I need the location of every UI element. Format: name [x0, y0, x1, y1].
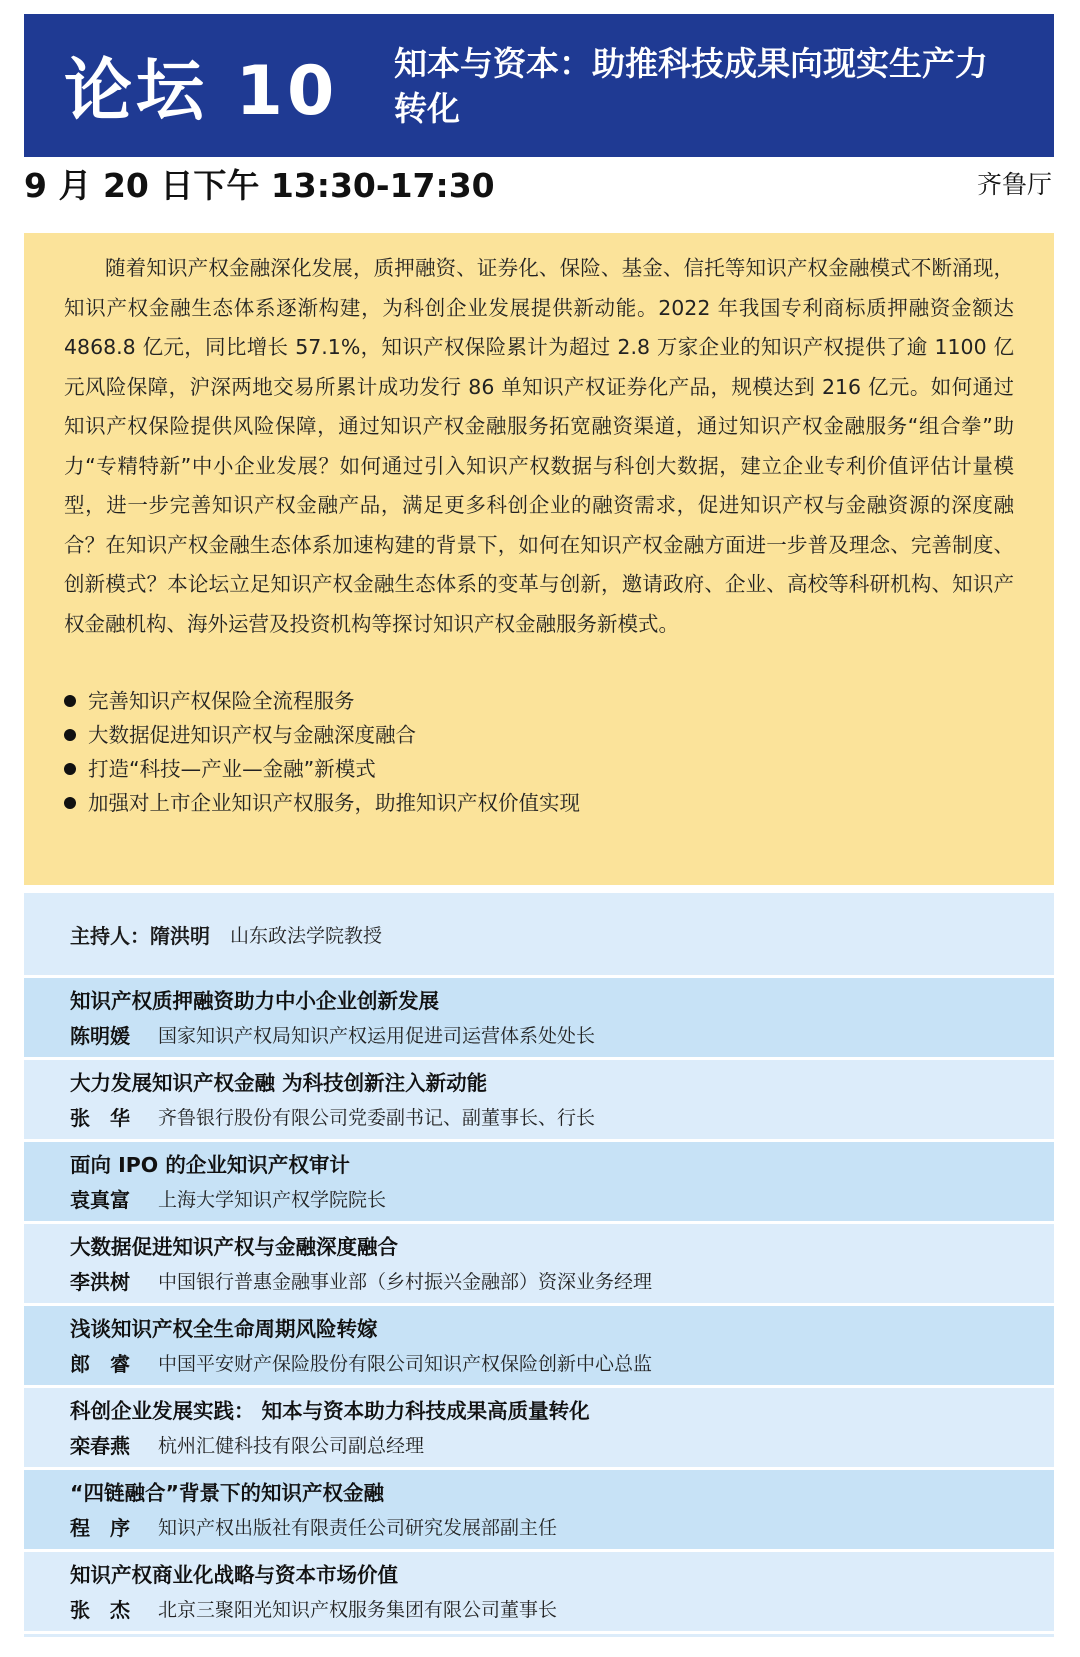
talk-speaker-line [70, 1592, 1054, 1628]
session-date: 9 月 20 日下午 13:30-17:30 [24, 165, 495, 205]
host-row [24, 893, 1054, 978]
host-affiliation: 山东政法学院教授 [230, 924, 383, 947]
bullet-icon [64, 729, 76, 741]
host-label: 主持人： [70, 923, 150, 948]
talk-speaker-line [70, 1182, 1054, 1218]
talk-item [24, 1224, 1054, 1306]
talk-item [24, 1142, 1054, 1224]
forum-title: 知本与资本：助推科技成果向现实生产力转化 [394, 43, 988, 128]
speaker-name: 程 序 [70, 1516, 130, 1540]
speaker-name: 栾春燕 [70, 1434, 130, 1458]
speaker-affiliation: 中国银行普惠金融事业部（乡村振兴金融部）资深业务经理 [158, 1271, 653, 1293]
topic-text: 完善知识产权保险全流程服务 [88, 689, 355, 713]
talk-item [24, 1306, 1054, 1388]
forum-introduction [24, 233, 1054, 885]
talk-item [24, 1552, 1054, 1634]
talk-title: 浅谈知识产权全生命周期风险转嫁 [70, 1317, 378, 1341]
speaker-affiliation: 知识产权出版社有限责任公司研究发展部副主任 [158, 1517, 558, 1539]
topic-item [64, 718, 1014, 752]
talk-speaker-line [70, 1346, 1054, 1382]
topic-item [64, 752, 1014, 786]
forum-header [24, 14, 1054, 157]
speaker-affiliation: 中国平安财产保险股份有限公司知识产权保险创新中心总监 [158, 1353, 653, 1375]
talk-title: “四链融合”背景下的知识产权金融 [70, 1481, 384, 1505]
bullet-icon [64, 695, 76, 707]
topic-list [64, 684, 1014, 820]
speaker-name: 李洪树 [70, 1270, 130, 1294]
bullet-icon [64, 797, 76, 809]
speaker-affiliation: 北京三聚阳光知识产权服务集团有限公司董事长 [158, 1599, 558, 1621]
speaker-affiliation: 上海大学知识产权学院院长 [158, 1189, 387, 1211]
speaker-name: 张 华 [70, 1106, 130, 1130]
speaker-affiliation: 国家知识产权局知识产权运用促进司运营体系处处长 [158, 1025, 596, 1047]
talk-title: 知识产权质押融资助力中小企业创新发展 [70, 989, 439, 1013]
talk-title: 知识产权商业化战略与资本市场价值 [70, 1563, 398, 1587]
speaker-name: 郎 睿 [70, 1352, 130, 1376]
talk-item [24, 1470, 1054, 1552]
topic-text: 加强对上市企业知识产权服务，助推知识产权价值实现 [88, 791, 580, 815]
intro-paragraph: 随着知识产权金融深化发展，质押融资、证券化、保险、基金、信托等知识产权金融模式不断涌现，知识产权金融生态体系逐渐构建，为科创企业发展提供新动能。2022 年我国专利商标质押融资金额达 4868.8 亿元，同比增长 57.1%，知识产权保险累计为超过 2.8 万家企业的知识产权提供了逾 1100 亿元风险保障，沪深两地交易所累计成功发行 86 单知识产权证券化产品，规模达到 216 亿元。如何通过知识产权保险提供风险保障，通过知识产权金融服务拓宽融资渠道，通过知识产权金融服务“组合拳”助力“专精特新”中小企业发展？如何通过引入知识产权数据与科创大数据，建立企业专利价值评估计量模型，进一步完善知识产权金融产品，满足更多科创企业的融资需求，促进知识产权与金融资源的深度融合？在知识产权金融生态体系加速构建的背景下，如何在知识产权金融方面进一步普及理念、完善制度、创新模式？本论坛立足知识产权金融生态体系的变革与创新，邀请政府、企业、高校等科研机构、知识产权金融机构、海外运营及投资机构等探讨知识产权金融服务新模式。 [64, 256, 1014, 636]
talk-speaker-line [70, 1018, 1054, 1054]
talk-item [24, 1388, 1054, 1470]
bullet-icon [64, 763, 76, 775]
talk-title: 大力发展知识产权金融 为科技创新注入新动能 [70, 1071, 488, 1095]
talk-speaker-line [70, 1510, 1054, 1546]
talk-speaker-line [70, 1264, 1054, 1300]
host-name: 隋洪明 [150, 923, 210, 948]
forum-number: 论坛 10 [64, 52, 339, 131]
session-room: 齐鲁厅 [976, 170, 1052, 199]
topic-item [64, 786, 1014, 820]
talk-speaker-line [70, 1100, 1054, 1136]
session-info [24, 158, 1054, 208]
topic-text: 打造“科技—产业—金融”新模式 [88, 757, 376, 781]
talk-item [24, 1060, 1054, 1142]
talk-title: 科创企业发展实践： 知本与资本助力科技成果高质量转化 [70, 1399, 590, 1423]
speaker-affiliation: 齐鲁银行股份有限公司党委副书记、副董事长、行长 [158, 1107, 596, 1129]
speaker-affiliation: 杭州汇健科技有限公司副总经理 [158, 1435, 425, 1457]
speaker-schedule [24, 893, 1054, 1637]
speaker-name: 袁真富 [70, 1188, 130, 1212]
speaker-name: 陈明媛 [70, 1024, 130, 1048]
talk-title: 大数据促进知识产权与金融深度融合 [70, 1235, 398, 1259]
talk-speaker-line [70, 1428, 1054, 1464]
talk-list [24, 978, 1054, 1634]
talk-item [24, 978, 1054, 1060]
talk-title: 面向 IPO 的企业知识产权审计 [70, 1153, 350, 1177]
topic-item [64, 684, 1014, 718]
topic-text: 大数据促进知识产权与金融深度融合 [88, 723, 416, 747]
speaker-name: 张 杰 [70, 1598, 130, 1622]
